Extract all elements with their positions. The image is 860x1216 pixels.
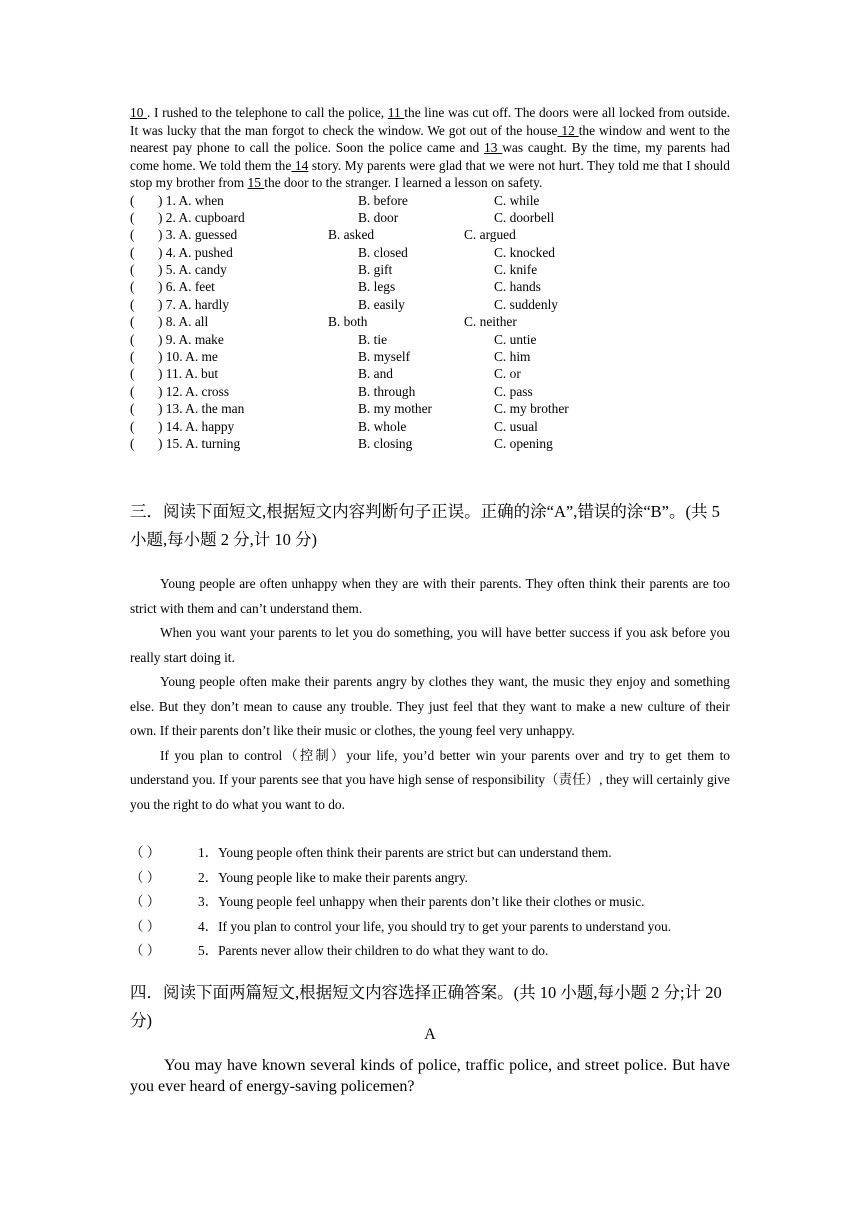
cloze-text: . I rushed to the telephone to call the police, [147,105,388,120]
cloze-paragraph [130,104,730,192]
option-a: ) 11. A. but [158,366,219,382]
option-c: C. him [494,349,531,365]
answer-paren[interactable]: ( [130,227,135,243]
option-b: B. closing [358,435,413,451]
option-a: ) 6. A. feet [158,279,215,295]
tf-question [130,866,730,891]
option-c: C. hands [494,279,541,295]
option-row [130,435,730,452]
option-row [130,400,730,417]
option-a: ) 14. A. happy [158,418,235,434]
answer-paren[interactable]: （ ） [130,869,161,885]
option-b: B. closed [358,244,408,260]
passage-paragraph: Young people often make their parents angry by clothes they want, the music they enjoy and something else. But they don’t mean to cause any trouble. They just feel that they want to make a new culture of their own. If their parents don’t like their music or clothes, the young feel very unhappy. [130,674,730,738]
option-a: ) 8. A. all [158,314,209,330]
option-b: B. legs [358,279,396,295]
option-row [130,244,730,261]
passage-paragraph: Young people are often unhappy when they are with their parents. They often think their parents are too strict with them and can’t understand them. [130,576,730,616]
option-a: ) 4. A. pushed [158,244,233,260]
answer-paren[interactable]: ( [130,314,135,330]
option-row [130,383,730,400]
blank-11: 11 [387,105,405,120]
cloze-text: the door to the stranger. I learned a lesson on safety. [264,175,543,190]
option-row [130,261,730,278]
option-b: B. through [358,383,416,399]
option-row [130,348,730,365]
tf-statement: 2．Young people like to make their parents angry. [198,869,468,885]
option-a: ) 7. A. hardly [158,296,230,312]
option-c: C. my brother [494,401,569,417]
option-a: ) 3. A. guessed [158,227,238,243]
option-b: B. whole [358,418,407,434]
tf-statement: 4．If you plan to control your life, you should try to get your parents to understand you. [198,918,672,934]
answer-paren[interactable]: ( [130,279,135,295]
option-c: C. suddenly [494,296,558,312]
section-3-passage [130,572,730,817]
option-a: ) 9. A. make [158,331,224,347]
option-c: C. neither [464,314,517,330]
answer-paren[interactable]: ( [130,331,135,347]
option-a: ) 2. A. cupboard [158,209,245,225]
blank-12: 12 [557,122,579,138]
option-c: C. knocked [494,244,555,260]
cloze-text: story. My parents were glad that we were not hurt. They told me that I should stop my brother from [130,157,730,190]
passage-paragraph: If you plan to control（控制）your life, you’d better win your parents over and try to get them to understand you. If your parents see that you have high sense of responsibility（责任）, they will certainly give you the right to do what you want to do. [130,747,730,812]
cloze-text: the window and went to the nearest pay phone to call the police. Soon the police came and [130,122,730,155]
option-a: ) 12. A. cross [158,383,230,399]
option-row [130,278,730,295]
option-c: C. or [494,366,521,382]
blank-14: 14 [291,157,309,173]
answer-paren[interactable]: ( [130,209,135,225]
option-b: B. gift [358,262,393,278]
answer-paren[interactable]: ( [130,192,135,208]
blank-15: 15 [247,175,265,190]
tf-statement: 3．Young people feel unhappy when their parents don’t like their clothes or music. [198,894,645,909]
blank-13: 13 [484,140,503,155]
option-row [130,192,730,209]
section-3-heading: 三．阅读下面短文,根据短文内容判断句子正误。正确的涂“A”,错误的涂“B”。(共 5 小题,每小题 2 分,计 10 分) [130,502,720,549]
option-b: B. door [358,209,399,225]
option-c: C. argued [464,227,516,243]
option-a: ) 1. A. when [158,192,224,208]
blank-10: 10 [130,105,148,120]
answer-paren[interactable]: （ ） [130,894,161,909]
cloze-section [130,104,730,452]
option-a: ) 15. A. turning [158,435,241,451]
option-c: C. knife [494,262,538,278]
cloze-text: was caught. By the time, my parents had come home. We told them the [130,140,730,173]
answer-paren[interactable]: ( [130,296,135,312]
cloze-text: the line was cut off. The doors were all locked from outside. It was lucky that the man forgot to check the window. We got out of the house [130,105,730,138]
answer-paren[interactable]: ( [130,401,135,417]
option-a: ) 13. A. the man [158,401,245,417]
answer-paren[interactable]: ( [130,383,135,399]
option-c: C. pass [494,383,533,399]
passage-a-text: You may have known several kinds of police, traffic police, and street police. But have you ever heard of energy-saving policemen? [130,1057,730,1095]
true-false-questions [130,841,730,964]
option-c: C. while [494,192,540,208]
option-c: C. usual [494,418,538,434]
option-row [130,313,730,330]
answer-paren[interactable]: （ ） [130,918,161,934]
option-row [130,331,730,348]
answer-paren[interactable]: ( [130,435,135,451]
option-b: B. asked [328,227,375,243]
section-4-heading: 四．阅读下面两篇短文,根据短文内容选择正确答案。(共 10 小题,每小题 2 分;计 20 分) [130,983,722,1030]
option-b: B. easily [358,296,405,312]
tf-statement: 1．Young people often think their parents are strict but can understand them. [198,845,612,860]
option-row [130,209,730,226]
tf-question [130,939,730,964]
option-b: B. and [358,366,393,382]
answer-paren[interactable]: ( [130,366,135,382]
cloze-options-list [130,192,730,453]
option-row [130,418,730,435]
option-b: B. myself [358,349,411,365]
option-c: C. doorbell [494,209,555,225]
answer-paren[interactable]: （ ） [130,845,161,860]
option-row [130,365,730,382]
answer-paren[interactable]: ( [130,262,135,278]
option-b: B. before [358,192,408,208]
answer-paren[interactable]: ( [130,418,135,434]
answer-paren[interactable]: ( [130,349,135,365]
answer-paren[interactable]: ( [130,244,135,260]
option-row [130,296,730,313]
option-b: B. tie [358,331,388,347]
tf-question [130,841,730,866]
cloze-passage [130,104,730,192]
answer-paren[interactable]: （ ） [130,943,161,958]
option-b: B. both [328,314,368,330]
option-c: C. untie [494,331,537,347]
passage-paragraph: When you want your parents to let you do something, you will have better success if you ask before you really start doing it. [130,625,730,665]
option-a: ) 5. A. candy [158,262,227,278]
option-row [130,226,730,243]
tf-question [130,890,730,915]
option-c: C. opening [494,435,553,451]
option-a: ) 10. A. me [158,349,218,365]
tf-question [130,915,730,940]
passage-label: A [424,1026,436,1043]
tf-statement: 5．Parents never allow their children to do what they want to do. [198,943,549,958]
option-b: B. my mother [358,401,433,417]
